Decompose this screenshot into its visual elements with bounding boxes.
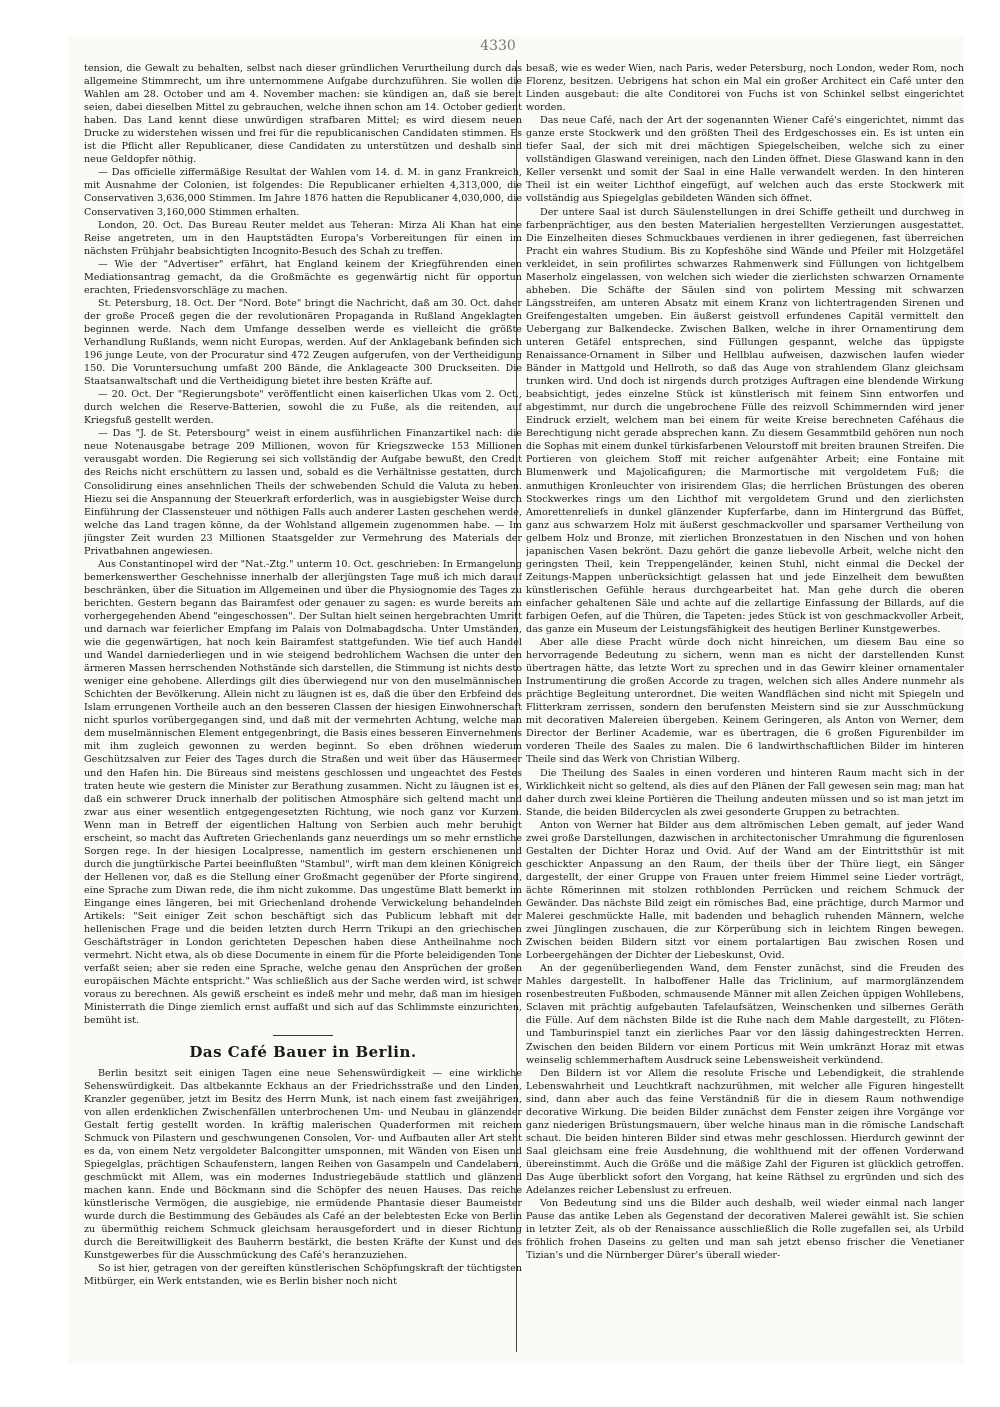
- paragraph: Aus Constantinopel wird der "Nat.-Ztg." unterm 10. Oct. geschrieben: In Ermangelung bemerkenswerther Geschehnisse innerhalb der allerjüngsten Tage muß ich mich darauf beschränken, über die Situation im Allgemeinen und über die Physiognomie des Tages zu berichten. Gestern begann das Bairamfest oder genauer zu sagen: es wurde bereits am vorhergegehenden Abend "eingeschossen". Der Sultan hielt seinen hergebrachten Umritt und darnach war feierlicher Empfang im Palais von Dolmabagdscha. Unter Umständen, wie die gegenwärtigen, hat noch kein Bairamfest stattgefunden. Wie tief auch Handel und Wandel darniederliegen und in wie steigend bedrohlichem Wachsen die unter den ärmeren Massen herrschenden Nothstände sich darstellen, die Stimmung ist nichts desto weniger eine gehobene. Allerdings gilt dies überwiegend nur von den muselmännischen Schichten der Bevölkerung. Allein nicht zu läugnen ist es, daß die über den Erbfeind des Islam errungenen Vortheile auch an den besseren Classen der hiesigen Einwohnerschaft nicht spurlos vorübergegangen sind, und daß mit der vermehrten Achtung, welche man dem muselmännischen Element entgegenbringt, die Basis eines besseren Einvernehmens mit ihm zugleich gewonnen zu werden beginnt. So eben dröhnen wiederum Geschützsalven zur Feier des Tages durch die Straßen und weit über das Häusermeer und den Hafen hin. Die Büreaus sind meistens geschlossen und ungeachtet des Festes traten heute wie gestern die Minister zur Berathung zusammen. Nicht zu läugnen ist es, daß ein schwerer Druck innerhalb der politischen Atmosphäre sich geltend macht und zwar aus einer wesentlich entgegengesetzten Richtung, wie noch ganz vor Kurzem. Wenn man in Betreff der eigentlichen Haltung von Serbien auch mehr beruhigt erscheint, so macht das Auftreten Griechenlands ganz neuerdings um so mehr ernstliche Sorgen rege. In der hiesigen Localpresse, namentlich im gestern erschienenen und durch die jungtürkische Partei beeinflußten "Stambul", wirft man dem kleinen Königreich der Hellenen vor, daß es die Stellung einer Großmacht gegenüber der Pforte singirend, eine Sprache zum Diwan rede, die ihm nicht zukomme. Das ungestüme Blatt bemerkt im Eingange eines längeren, bei mit Griechenland drohende Verwickelung behandelnden Artikels: "Seit einiger Zeit schon beschäftigt sich das Publicum lebhaft mit der hellenischen Frage und die beiden letzten durch Herrn Trikupi an den griechischen Geschäftsträger in London gerichteten Depeschen haben diese Antheilnahme noch vermehrt. Nicht etwa, als ob diese Documente in einem für die Pforte beleidigenden Tone verfaßt seien; aber sie reden eine Sprache, welche genau den Ansprüchen der großen europäischen Mächte entspricht." Was schließlich aus der Sache werden wird, ist schwer voraus zu berechnen. Als gewiß erscheint es indeß mehr und mehr, daß man im hiesigen Ministerrath die Dinge ziemlich ernst auffaßt und sich auf das Schlimmste einzurichten, bemüht ist.: [84, 558, 522, 1027]
- paragraph: Von Bedeutung sind uns die Bilder auch deshalb, weil wieder einmal nach langer Pause das antike Leben als Gegenstand der decorativen Malerei gewählt ist. Sie schien in letzter Zeit, als ob der Renaissance ausschließlich die Rolle zugefallen sei, als Urbild fröhlich frohen Daseins zu gelten und man sah jetzt ebenso frischer die Venetianer Tizian's und die Nürnberger Dürer's überall wieder-: [526, 1198, 964, 1262]
- section-divider: [273, 1035, 333, 1036]
- left-column-paragraphs: [84, 62, 522, 1027]
- paragraph: — Das "J. de St. Petersbourg" weist in einem ausführlichen Finanzartikel nach: die neue Notenausgabe betrage 209 Millionen, wovon für Kriegszwecke 153 Millionen verausgabt worden. Die Regierung sei sich vollständig der Aufgabe bewußt, den Credit des Reichs nicht erschüttern zu lassen und, sobald es die Verhältnisse gestatten, durch Consolidirung eines ansehnlichen Theils der schwebenden Schuld die Valuta zu heben. Hiezu sei die Anspannung der Steuerkraft erforderlich, was in ausgiebigster Weise durch Einführung der Classensteuer und nöthigen Falls auch anderer Lasten geschehen werde, welche das Land tragen könne, da der Wohlstand allgemein zugenommen habe. — Im jüngster Zeit wurden 23 Millionen Staatsgelder zur Vermehrung des Materials der Privatbahnen angewiesen.: [84, 428, 522, 557]
- paragraph: Anton von Werner hat Bilder aus dem altrömischen Leben gemalt, auf jeder Wand zwei große Darstellungen, dazwischen in architectonischer Umrahmung die figurenlosen Gestalten der Dichter Horaz und Ovid. Auf der Wand am der Eintrittsthür ist mit geschickter Anpassung an den Raum, der theils über der Thüre liegt, ein Sänger dargestellt, der einer Gruppe von Frauen unter freiem Himmel seine Lieder vorträgt, ächte Römerinnen mit stolzen rothblonden Perrücken und reichem Schmuck der Gewänder. Das nächste Bild zeigt ein römisches Bad, eine prächtige, durch Marmor und Malerei geschmückte Halle, mit badenden und behaglich ruhenden Männern, welche zwei Jünglingen zuschauen, die zur Körperübung sich in leichtem Ringen bewegen. Zwischen beiden Bildern sitzt vor einem portalartigen Bau zwischen Rosen und Lorbeergehängen der Dichter der Liebeskunst, Ovid.: [526, 819, 964, 962]
- paragraph: London, 20. Oct. Das Bureau Reuter meldet aus Teheran: Mirza Ali Khan hat eine Reise angetreten, um in den Hauptstädten Europa's Vorbereitungen für einen im nächsten Frühjahr beabsichtigten Incognito-Besuch des Schah zu treffen.: [84, 219, 522, 257]
- right-column-paragraphs: [526, 62, 964, 1262]
- paragraph: — Das officielle ziffermäßige Resultat der Wahlen vom 14. d. M. in ganz Frankreich, mit Ausnahme der Colonien, ist folgendes: Die Republicaner erhielten 4,313,000, die Conservativen 3,636,000 Stimmen. Im Jahre 1876 hatten die Republicaner 4,030,000, die Conservativen 3,160,000 Stimmen erhalten.: [84, 167, 522, 218]
- paragraph: Berlin besitzt seit einigen Tagen eine neue Sehenswürdigkeit — eine wirkliche Sehenswürdigkeit. Das altbekannte Eckhaus an der Friedrichsstraße und den Linden, Kranzler gegenüber, jetzt im Besitz des Herrn Munk, ist nach einem fast zweijährigen, von allen erdenklichen Zwischenfällen unterbrochenen Um- und Neubau in glänzender Gestalt fertig gestellt worden. In kräftig malerischen Quaderformen mit reichem Schmuck von Pilastern und geschwungenen Consolen, Vor- und Aufbauten aller Art steht es da, von einem Netz vergoldeter Balcongitter umsponnen, mit Wänden von Eisen und Spiegelglas, prächtigen Schaufenstern, langen Reihen von Gasampeln und Candelabern, geschmückt mit Allem, was ein modernes Industriegebäude stattlich und glänzend machen kann. Ende und Böckmann sind die Schöpfer des neuen Hauses. Das reiche künstlerische Vermögen, die ausgiebige, nie ermüdende Phantasie dieser Baumeister wurde durch die Bestimmung des Gebäudes als Café an der belebtesten Ecke von Berlin zu übermüthig reichem Schmuck gleichsam herausgefordert und in dieser Richtung durch die Bereitwilligkeit des Bauherrn bestärkt, die besten Kräfte der Kunst und des Kunstgewerbes für die Ausschmückung des Café's heranzuziehen.: [84, 1067, 522, 1262]
- paragraph: An der gegenüberliegenden Wand, dem Fenster zunächst, sind die Freuden des Mahles dargestellt. In halboffener Halle das Triclinium, auf marmorglänzendem rosenbestreuten Fußboden, schmausende Männer mit allen Zeichen üppigen Wohllebens, Sclaven mit prächtig aufgebauten Tafelaufsätzen, Weinschenken und silbernes Geräth die Fülle. Auf dem nächsten Bilde ist die Ruhe nach dem Mahle dargestellt, zu Flöten- und Tamburinspiel tanzt ein zierliches Paar vor den lässig dahingestreckten Herren. Zwischen den beiden Bildern vor einem Porticus mit Wein umkränzt Horaz mit etwas weinselig schlemmerhaftem Ausdruck seine Lebensweisheit verkündend.: [526, 963, 964, 1066]
- paragraph: Die Theilung des Saales in einen vorderen und hinteren Raum macht sich in der Wirklichkeit nicht so geltend, als dies auf den Plänen der Fall gewesen sein mag; man hat daher durch zwei kleine Portièren die Theilung andeuten müssen und so ist man jetzt im Stande, die beiden Bildercyclen als zwei gesonderte Gruppen zu betrachten.: [526, 767, 964, 818]
- paragraph: So ist hier, getragen von der gereiften künstlerischen Schöpfungskraft der tüchtigsten Mitbürger, ein Werk entstanden, wie es Berlin bisher noch nicht: [84, 1263, 522, 1288]
- paragraph: St. Petersburg, 18. Oct. Der "Nord. Bote" bringt die Nachricht, daß am 30. Oct. daher der große Proceß gegen die der revolutionären Propaganda in Rußland Angeklagten beginnen werde. Nach dem Umfange desselben werde es vielleicht die größte Verhandlung Rußlands, wenn nicht Europas, werden. Auf der Anklagebank befinden sich 196 junge Leute, von der Procuratur sind 472 Zeugen aufgerufen, von der Vertheidigung 150. Die Voruntersuchung umfaßt 200 Bände, die Anklageacte 300 Druckseiten. Die Staatsanwaltschaft und die Vertheidigung bietet ihre besten Kräfte auf.: [84, 297, 522, 388]
- paragraph: tension, die Gewalt zu behalten, selbst nach dieser gründlichen Verurtheilung durch das allgemeine Stimmrecht, um ihre unternommene Aufgabe durchzuführen. Sie wollen die Wahlen am 28. October und am 4. November machen: sie kündigen an, daß sie bereit seien, dabei dieselben Mittel zu gebrauchen, welche ihnen schon am 14. October gedient haben. Das Land kennt diese unwürdigen strafbaren Mittel; es wird diesem neuen Drucke zu widerstehen wissen und frei für die republicanischen Candidaten stimmen. Es ist die Pflicht aller Republicaner, diese Candidaten zu unterstützen und deshalb sind neue Geldopfer nöthig.: [84, 63, 522, 166]
- paragraph: Das neue Café, nach der Art der sogenannten Wiener Café's eingerichtet, nimmt das ganze erste Stockwerk und den größten Theil des Erdgeschosses ein. Es ist unten ein tiefer Saal, der sich mit drei mächtigen Spiegelscheiben, welche sich zu einer vollständigen Glaswand vereinigen, nach den Linden öffnet. Diese Glaswand kann in den Keller versenkt und somit der Saal in eine Halle verwandelt werden. In den hinteren Theil ist ein weiter Lichthof eingefügt, auf welchen auch das erste Stockwerk mit vollständig aus Spiegelglas gebildeten Wänden sich öffnet.: [526, 115, 964, 205]
- paragraph: — 20. Oct. Der "Regierungsbote" veröffentlicht einen kaiserlichen Ukas vom 2. Oct., durch welchen die Reserve-Batterien, sowohl die zu Fuße, als die reitenden, auf Kriegsfuß gestellt werden.: [84, 389, 522, 427]
- left-column: [84, 62, 522, 1352]
- right-column: [526, 62, 964, 1352]
- paragraph: besaß, wie es weder Wien, nach Paris, weder Petersburg, noch London, weder Rom, noch Florenz, besitzen. Uebrigens hat schon ein Mal ein großer Architect ein Café unter den Linden ausgebaut: die alte Conditorei von Fuchs ist von Schinkel selbst eingerichtet worden.: [526, 63, 964, 114]
- paragraph: Aber alle diese Pracht würde doch nicht hinreichen, um diesem Bau eine so hervorragende Bedeutung zu sichern, wenn man es nicht der darstellenden Kunst übertragen hätte, das letzte Wort zu sprechen und in das Gewirr kleiner ornamentaler Instrumentirung die großen Accorde zu tragen, welchen sich alles Andere nunmehr als prächtige Begleitung unterordnet. Die weiten Wandflächen sind nicht mit Spiegeln und Flitterkram zerrissen, sondern den berufensten Meistern sind sie zur Ausschmückung mit decorativen Malereien übergeben. Keinem Geringeren, als Anton von Werner, dem Director der Berliner Academie, war es übertragen, die 6 großen Figurenbilder im vorderen Theile des Saales zu malen. Die 6 landwirthschaftlichen Bilder im hinteren Theile sind das Werk von Christian Wilberg.: [526, 637, 964, 766]
- article-body: [84, 1067, 522, 1289]
- paragraph: Den Bildern ist vor Allem die resolute Frische und Lebendigkeit, die strahlende Lebenswahrheit und Leuchtkraft nachzurühmen, mit welcher alle Figuren hingestellt sind, dann aber auch das feine Verständniß für die in diesem Raum nothwendige decorative Wirkung. Die beiden Bilder zunächst dem Fenster zeigen ihre Vorgänge vor ganz niederigen Brüstungsmauern, über welche hinaus man in die römische Landschaft schaut. Die beiden hinteren Bilder sind etwas mehr geschlossen. Hierdurch gewinnt der Saal gleichsam eine freie Ausdehnung, die wohlthuend mit der offenen Vorderwand übereinstimmt. Auch die Größe und die mäßige Zahl der Figuren ist glücklich getroffen. Das Auge überblickt sofort den Vorgang, hat keine Räthsel zu ergründen und sich des Adelanzes reicher Lebenslust zu erfreuen.: [526, 1067, 964, 1197]
- article-heading: Das Café Bauer in Berlin.: [189, 1043, 417, 1062]
- page-number: 4330: [480, 38, 516, 54]
- paragraph: Der untere Saal ist durch Säulenstellungen in drei Schiffe getheilt und durchweg in farbenprächtiger, aus den besten Materialien hergestellten Verzierungen ausgestattet. Die Einzelheiten dieses Schmuckbaues verdienen in ihrer gediegenen, fast überreichen Pracht ein wahres Studium. Bis zu Kopfeshöhe sind Wände und Pfeiler mit Holzgetäfel verkleidet, in sein profilirtes schwarzes Rahmenwerk sind Füllungen von lichtgelbem Maserholz eingelassen, von welchen sich wieder die zierlichsten schwarzen Ornamente abheben. Die Schäfte der Säulen sind von polirtem Messing mit schwarzen Längsstreifen, am unteren Absatz mit einem Kranz von lichtertragenden Sirenen und Greifengestalten umgeben. Ein äußerst geistvoll erfundenes Capitäl vermittelt den Uebergang zur Balkendecke. Zwischen Balken, welche in ihrer Ornamentirung dem unteren Getäfel entsprechen, sind Füllungen gespannt, welche das üppigste Renaissance-Ornament in Silber und Hellblau aufweisen, dazwischen laufen wieder Bänder in Mattgold und Hellroth, so daß das Auge von strahlendem Glanz gleichsam trunken wird. Und doch ist nirgends durch protziges Auftragen eine blendende Wirkung beabsichtigt, jedes einzelne Stück ist künstlerisch mit feinem Sinn entworfen und abgestimmt, nur durch die ungebrochene Fülle des reizvoll Schimmernden wird jener Eindruck erzielt, welchem man bei einem für weite Kreise berechneten Caféhaus die Berechtigung nicht gerade absprechen kann. Zu diesem Gesammtbild gehören nun noch die Sophas mit einem dunkel türkisfarbenen Velourstoff mit breiten braunen Streifen. Die Portieren von gleichem Stoff mit reicher aufgenähter Arbeit; eine Fontaine mit Blumenwerk und Majolicafiguren; die Marmortische mit vergoldetem Fuß; die anmuthigen Kronleuchter von irisirendem Glas; die herrlichen Brüstungen des oberen Stockwerkes rings um den Lichthof mit vergoldetem Grund und den zierlichsten Amorettenreliefs in dunkel glänzender Kupferfarbe, dann im Hintergrund das Büffet, ganz aus schwarzem Holz mit äußerst geschmackvoller und sparsamer Vertheilung von gelbem Holz und Bronze, mit zierlichen Bronzestatuen in den Nischen und von hohen japanischen Vasen bekrönt. Dazu gehört die ganze liebevolle Arbeit, welche nicht den geringsten Theil, kein Treppengeländer, keinen Stuhl, nicht einmal die Deckel der Zeitungs-Mappen unberücksichtigt gelassen hat und jede Einzelheit dem bewußten künstlerischen Gefühle heraus durchgearbeitet hat. Man gehe durch die oberen einfacher gehaltenen Säle und achte auf die zellartige Einfassung der Billards, auf die farbigen Oefen, auf die Thüren, die Tapeten: jedes Stück ist von geschmackvoller Arbeit, das ganze ein Museum der Leistungsfähigkeit des heutigen Berliner Kunstgewerbes.: [526, 206, 964, 636]
- paragraph: — Wie der "Advertiser" erfährt, hat England keinem der Kriegführenden einen Mediationsantrag gemacht, da die Großmächte es gegenwärtig nicht für opportun erachten, Friedensvorschläge zu machen.: [84, 258, 522, 296]
